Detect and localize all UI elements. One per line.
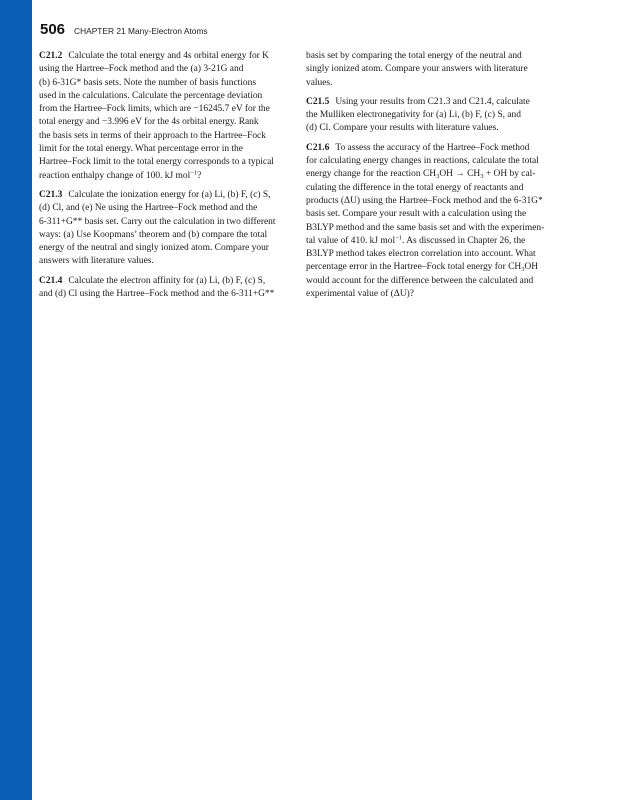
problem-c21-5 (306, 96, 568, 136)
problem-line: 6-311+G** basis set. Carry out the calculation in two different (39, 216, 276, 227)
problem-line: reaction enthalpy change of 100. kJ mol$^{-1}$? (39, 169, 202, 181)
problem-line: C21.6 To assess the accuracy of the Hartree–Fock method (306, 142, 530, 153)
left-column (39, 50, 295, 301)
problem-line: C21.5 Using your results from C21.3 and C21.4, calculate (306, 96, 530, 107)
problem-line: ways: (a) Use Koopmans’ theorem and (b) compare the total (39, 229, 268, 240)
right-column (306, 50, 568, 301)
problem-line: C21.3 Calculate the ionization energy for (a) Li, (b) F, (c) S, (39, 189, 271, 200)
problem-line: C21.4 Calculate the electron affinity for (a) Li, (b) F, (c) S, (39, 275, 266, 286)
problem-line: would account for the difference between the calculated and (306, 275, 534, 286)
exponent: −1 (190, 169, 198, 177)
problem-line: values. (306, 77, 333, 88)
problem-line: energy of the neutral and singly ionized atom. Compare your (39, 243, 269, 254)
problem-line: B3LYP method and the same basis set and with the experimen- (306, 222, 545, 233)
exponent: −1 (395, 234, 403, 242)
problem-c21-2 (39, 50, 295, 183)
page-header (40, 21, 208, 41)
problem-line: from the Hartree–Fock limits, which are −16245.7 eV for the (39, 104, 270, 115)
problem-line: used in the calculations. Calculate the percentage deviation (39, 90, 263, 101)
problem-c21-6 (306, 142, 568, 302)
problem-line: basis set by comparing the total energy of the neutral and (306, 51, 522, 61)
problem-number: C21.5 (306, 96, 330, 107)
problem-line: (b) 6-31G* basis sets. Note the number of basis functions (39, 77, 257, 88)
problem-number: C21.3 (39, 189, 63, 200)
problem-line: C21.2 Calculate the total energy and 4s orbital energy for K (39, 51, 270, 61)
problem-line: for calculating energy changes in reactions, calculate the total (306, 156, 539, 167)
problem-line: B3LYP method takes electron correlation into account. What (306, 249, 536, 260)
problem-number: C21.6 (306, 142, 330, 153)
problem-line: the basis sets in terms of their approach to the Hartree–Fock (39, 130, 266, 141)
problem-c21-4-continued (306, 50, 568, 90)
page-number: 506 (40, 21, 66, 38)
problem-line: energy change for the reaction $CH_3OH \to CH_3$ + OH by cal- (306, 169, 536, 181)
problem-line: culating the difference in the total energy of reactants and (306, 182, 524, 193)
problem-line: (d) Cl. Compare your results with literature values. (306, 123, 499, 134)
problem-line: answers with literature values. (39, 256, 154, 267)
problem-line: total energy and −3.996 eV for the 4s orbital energy. Rank (39, 117, 259, 128)
problem-number: C21.4 (39, 275, 63, 286)
chapter-color-bar (0, 0, 32, 800)
problem-line: basis set. Compare your result with a calculation using the (306, 209, 527, 220)
chapter-title: CHAPTER 21 Many-Electron Atoms (74, 26, 208, 36)
problem-line: (d) Cl, and (e) Ne using the Hartree–Fock method and the (39, 203, 258, 214)
problem-line: singly ionized atom. Compare your answers with literature (306, 64, 528, 75)
problem-line: percentage error in the Hartree–Fock total energy for $CH_3OH$ (306, 262, 539, 274)
problem-line: the Mulliken electronegativity for (a) Li, (b) F, (c) S, and (306, 110, 521, 121)
problem-line: and (d) Cl using the Hartree–Fock method and the 6-311+G** (39, 289, 275, 300)
problem-c21-4 (39, 275, 295, 302)
problem-number: C21.2 (39, 51, 63, 61)
problem-line: products (ΔU) using the Hartree–Fock method and the 6-31G* (306, 195, 543, 206)
problem-c21-3 (39, 189, 295, 269)
problem-line: tal value of 410. kJ mol$^{-1}$. As discussed in Chapter 26, the (306, 234, 526, 246)
problem-line: using the Hartree–Fock method and the (a) 3-21G and (39, 64, 244, 75)
problem-line: experimental value of (ΔU)? (306, 289, 414, 300)
problem-line: Hartree–Fock limit to the total energy corresponds to a typical (39, 157, 274, 168)
problem-line: limit for the total energy. What percentage error in the (39, 144, 243, 155)
